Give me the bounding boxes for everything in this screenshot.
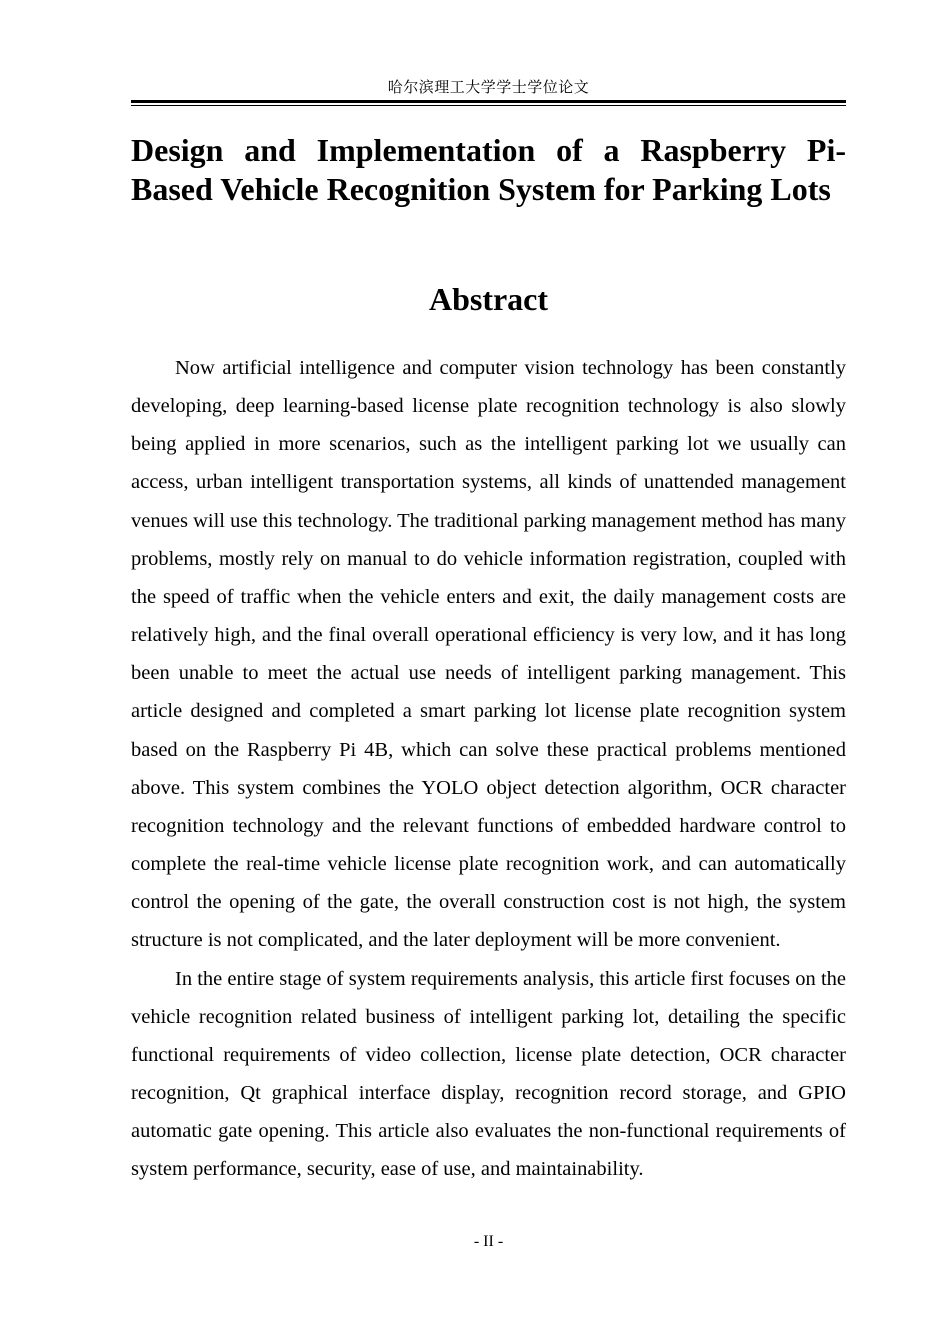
abstract-paragraph-2: In the entire stage of system requirements analysis, this article first focuses on the vehicle recognition related business of intelligent parking lot, detailing the specific functional requirements of video collection, license plate detection, OCR character recognition, Qt graphical interface display, recognition record storage, and GPIO automatic gate opening. This article also evaluates the non-functional requirements of system performance, security, ease of use, and maintainability. [131,967,846,1181]
thesis-title: Design and Implementation of a Raspberry Pi-Based Vehicle Recognition System for Parking Lots [131,132,846,207]
header-rule-thick [131,100,846,103]
abstract-heading: Abstract [428,281,549,317]
page-number: - II - [473,1233,504,1250]
header-rule-thin [131,105,846,106]
abstract-body [131,349,846,1188]
running-header: 哈尔滨理工大学学士学位论文 [387,80,590,96]
abstract-paragraph-1: Now artificial intelligence and computer vision technology has been constantly developing, deep learning-based license plate recognition technology is also slowly being applied in more scenarios, such as the intelligent parking lot we usually can access, urban intelligent transportation systems, all kinds of unattended management venues will use this technology. The traditional parking management method has many problems, mostly rely on manual to do vehicle information registration, coupled with the speed of traffic when the vehicle enters and exit, the daily management costs are relatively high, and the final overall operational efficiency is very low, and it has long been unable to meet the actual use needs of intelligent parking management. This article designed and completed a smart parking lot license plate recognition system based on the Raspberry Pi 4B, which can solve these practical problems mentioned above. This system combines the YOLO object detection algorithm, OCR character recognition technology and the relevant functions of embedded hardware control to complete the real-time vehicle license plate recognition work, and can automatically control the opening of the gate, the overall construction cost is not high, the system structure is not complicated, and the later deployment will be more convenient. [131,357,846,952]
